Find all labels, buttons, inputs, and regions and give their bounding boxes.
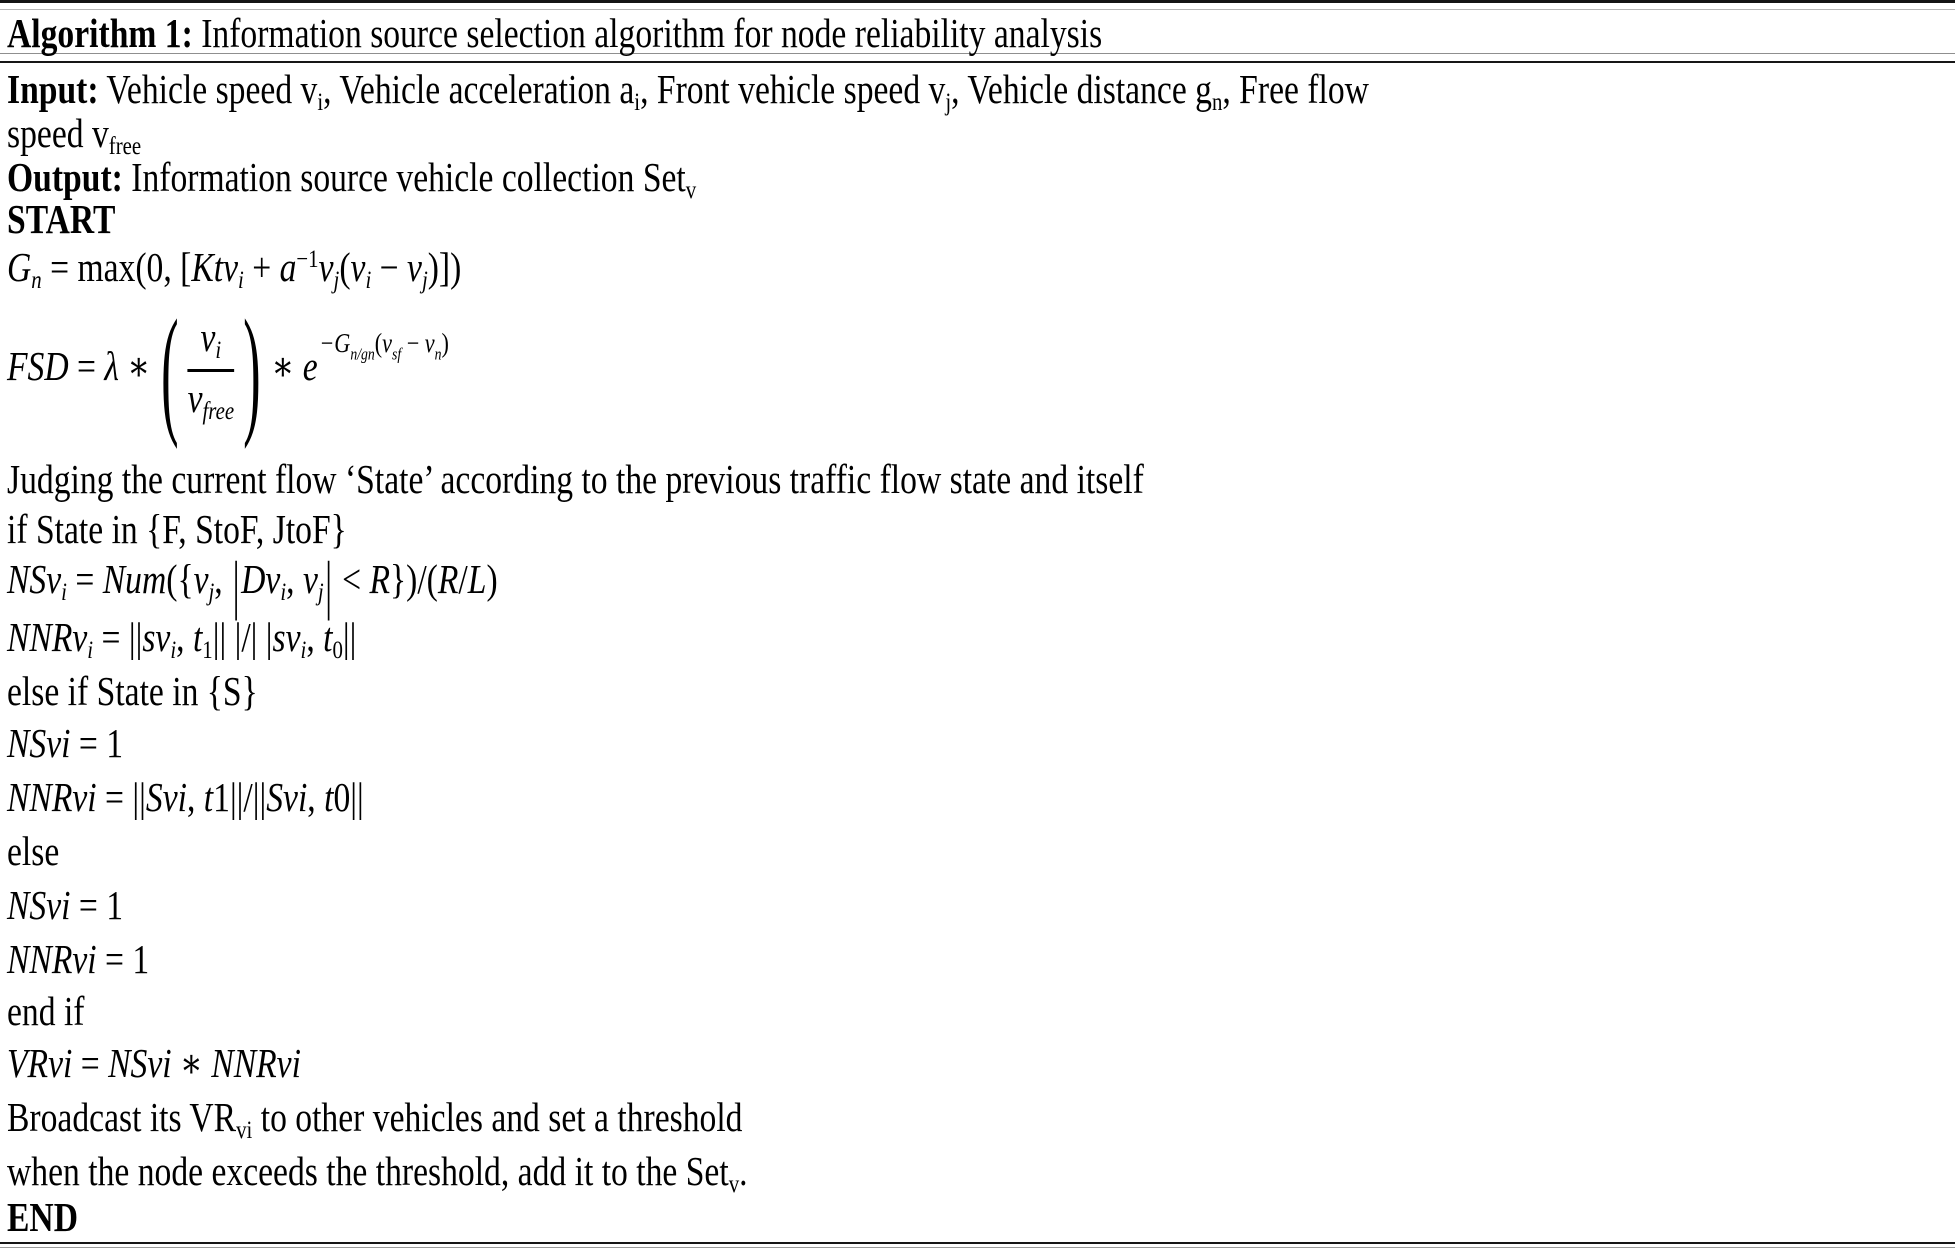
italic-text-run: t (324, 774, 334, 820)
text-run: || |/| | (212, 614, 273, 660)
subscript (729, 1170, 739, 1198)
text-run: v (728, 1170, 740, 1199)
text-run: Information source vehicle collection Set (122, 154, 686, 200)
vrvi-equation-line (7, 1040, 301, 1086)
italic-text-run: Num (102, 556, 167, 602)
subscript (236, 1116, 252, 1144)
bold-text-run: START (7, 196, 116, 242)
text-run: free (108, 132, 142, 161)
italic-text-run: i (280, 578, 287, 607)
text-run: else (7, 828, 60, 874)
italic-text-run: t (323, 614, 333, 660)
bottom-rule-shadow (0, 1247, 1955, 1248)
italic-text-run: i (365, 266, 372, 295)
italic-text-run: L (467, 556, 487, 602)
italic-text-run: i (238, 266, 244, 295)
bold-text-run: END (7, 1194, 78, 1240)
italic-text-run: sf (392, 344, 402, 364)
italic-text-run: R (437, 556, 459, 602)
italic-text-run: R (369, 556, 390, 602)
italic-text-run: i (170, 636, 177, 665)
italic-text-run: λ (104, 343, 119, 389)
italic-text-run: NNRvi (7, 936, 97, 982)
text-run: else if State in {S} (7, 668, 258, 714)
text-run: ( (339, 243, 351, 290)
text-run: −1 (296, 245, 319, 273)
text-run: = 1 (70, 882, 124, 928)
text-run: = (66, 556, 103, 602)
text-run: Judging the current flow ‘State’ according to the previous traffic flow state and itself (7, 456, 1144, 502)
broadcast-line (7, 1094, 742, 1153)
italic-text-run: v (200, 314, 216, 361)
italic-text-run: NSv (7, 556, 62, 602)
text-run: = (72, 1040, 109, 1086)
italic-text-run: n (434, 344, 442, 364)
text-run: i (634, 88, 641, 117)
bold-text-run: Algorithm 1: (7, 10, 193, 56)
text-run: , (307, 774, 325, 820)
italic-text-run: j (317, 578, 324, 607)
italic-text-run: G (7, 243, 32, 290)
text-run: end if (7, 988, 85, 1034)
italic-text-run: NSvi (7, 720, 71, 766)
text-run: ) (486, 556, 498, 602)
italic-text-run: Svi (266, 774, 308, 820)
subscript (686, 176, 696, 204)
text-run: || (342, 614, 357, 660)
italic-text-run: v (193, 556, 209, 602)
italic-text-run: −G (319, 327, 351, 358)
italic-text-run: v (407, 243, 422, 290)
text-run: , (306, 614, 324, 660)
nsvi-one-line-2 (7, 882, 123, 928)
italic-text-run: Ktv (191, 243, 239, 290)
algorithm-title (7, 10, 1102, 56)
text-run: ( (374, 327, 383, 358)
text-run: / (458, 556, 468, 602)
text-run: j (945, 88, 952, 117)
bold-text-run: Output: (7, 154, 123, 200)
italic-text-run: NSvi (108, 1040, 172, 1086)
text-run: to other vehicles and set a threshold (252, 1094, 743, 1140)
bold-text-run: Input: (7, 66, 99, 112)
italic-text-run: j (421, 266, 428, 295)
text-run: + (243, 243, 280, 290)
subscript (392, 344, 401, 363)
subscript (202, 636, 212, 664)
text-run: = 1 (96, 936, 150, 982)
text-run: v (685, 176, 697, 205)
nnrvi-one-line (7, 936, 149, 982)
text-run: < (333, 556, 370, 602)
nnrv-equation-line (7, 614, 356, 673)
text-run: ({ (166, 556, 194, 602)
text-run: = (68, 343, 105, 389)
subscript (435, 344, 442, 363)
italic-text-run: n/gn (350, 344, 375, 364)
text-run: = max(0, [ (41, 243, 192, 290)
text-run: i (317, 88, 324, 117)
italic-text-run: sv (142, 614, 171, 660)
italic-text-run: t (203, 774, 214, 820)
fsd-equation-line: FSD = λ ∗ ( $\frac{vi}{\text{vfree}}$ ) ∗ $e-G_{n/gn}(v_{sf} - v_n)$ (7, 289, 449, 450)
text-run: = 1 (70, 720, 124, 766)
italic-text-run: v (382, 327, 393, 358)
text-run: = || (93, 614, 143, 660)
italic-text-run: FSD (7, 343, 69, 389)
text-run: ∗ (171, 1040, 212, 1086)
text-run: if State in {F, StoF, JtoF} (7, 506, 347, 552)
subscript (332, 636, 342, 664)
end-if-line (7, 988, 84, 1034)
italic-text-run: n (31, 266, 42, 295)
text-run: })/( (389, 556, 438, 602)
fraction-bar (188, 369, 235, 372)
input-line-1 (7, 66, 1369, 125)
text-run: )]) (427, 243, 462, 290)
italic-text-run: a (279, 243, 297, 290)
text-run: = || (96, 774, 146, 820)
text-run: n (1211, 88, 1223, 117)
subscript (215, 336, 221, 364)
else-if-state-line (7, 668, 258, 714)
italic-text-run: j (333, 266, 340, 295)
subscript (318, 578, 324, 606)
italic-text-run: NSvi (7, 882, 71, 928)
italic-text-run: NNRvi (211, 1040, 301, 1086)
text-run: , (176, 614, 193, 660)
top-rule (0, 0, 1955, 3)
italic-text-run: e (302, 343, 318, 389)
judging-line (7, 456, 1144, 502)
bottom-rule (0, 1242, 1955, 1244)
text-run: 0|| (333, 774, 364, 820)
text-run: Information source selection algorithm for node reliability analysis (192, 10, 1103, 56)
text-run: when the node exceeds the threshold, add it to the Set (7, 1148, 729, 1194)
end-line (7, 1194, 78, 1240)
else-line (7, 828, 59, 874)
text-run: , Vehicle distance g (951, 66, 1212, 112)
text-run: − (371, 243, 408, 290)
italic-text-run: Dv (241, 556, 281, 602)
nsv-equation-line: NSvi = Num({vj, |Dvi, vj| < R})/(R/L) (7, 547, 498, 621)
subscript (203, 397, 235, 425)
text-run: 0 (332, 636, 343, 665)
italic-text-run: v (302, 556, 318, 602)
italic-text-run: NNRvi (7, 774, 97, 820)
text-run: ∗ (263, 343, 303, 389)
italic-text-run: NNRv (7, 614, 88, 660)
nsvi-one-line-1 (7, 720, 123, 766)
italic-text-run: v (424, 327, 435, 358)
text-run: , Front vehicle speed v (640, 66, 946, 112)
text-run: , Free flow (1222, 66, 1369, 112)
italic-text-run: i (61, 578, 67, 607)
header-rule (0, 61, 1955, 63)
fraction-denominator (188, 377, 235, 425)
superscript (296, 245, 318, 273)
text-run: . (739, 1148, 748, 1194)
text-run: Vehicle speed v (98, 66, 318, 112)
text-run: speed v (7, 110, 109, 156)
text-run: , (286, 556, 303, 602)
italic-text-run: Svi (145, 774, 187, 820)
text-run: ) (441, 327, 449, 358)
text-run: , (214, 556, 232, 602)
text-run: , Vehicle acceleration a (323, 66, 635, 112)
italic-text-run: v (318, 243, 334, 290)
italic-text-run: t (192, 614, 203, 660)
text-run: ∗ (118, 343, 159, 389)
threshold-line (7, 1148, 748, 1207)
subscript (1212, 88, 1222, 116)
italic-text-run: j (208, 578, 215, 607)
text-run: 1 (202, 636, 213, 665)
italic-text-run: i (215, 336, 222, 365)
italic-text-run: free (202, 397, 235, 426)
nnrvi-equation-line (7, 774, 364, 820)
italic-text-run: v (350, 243, 366, 290)
fraction-numerator (201, 316, 222, 364)
text-run: vi (236, 1116, 253, 1145)
text-run: 1||/|| (213, 774, 267, 820)
if-state-line (7, 506, 347, 552)
exponent-block (318, 327, 449, 364)
text-run: − (401, 327, 425, 358)
text-run: , (186, 774, 204, 820)
italic-text-run: i (87, 636, 94, 665)
fraction (181, 316, 241, 425)
text-run: Broadcast its VR (7, 1094, 237, 1140)
italic-text-run: VRvi (7, 1040, 73, 1086)
italic-text-run: i (300, 636, 307, 665)
italic-text-run: sv (272, 614, 301, 660)
subscript (350, 344, 374, 363)
italic-text-run: v (187, 375, 203, 422)
